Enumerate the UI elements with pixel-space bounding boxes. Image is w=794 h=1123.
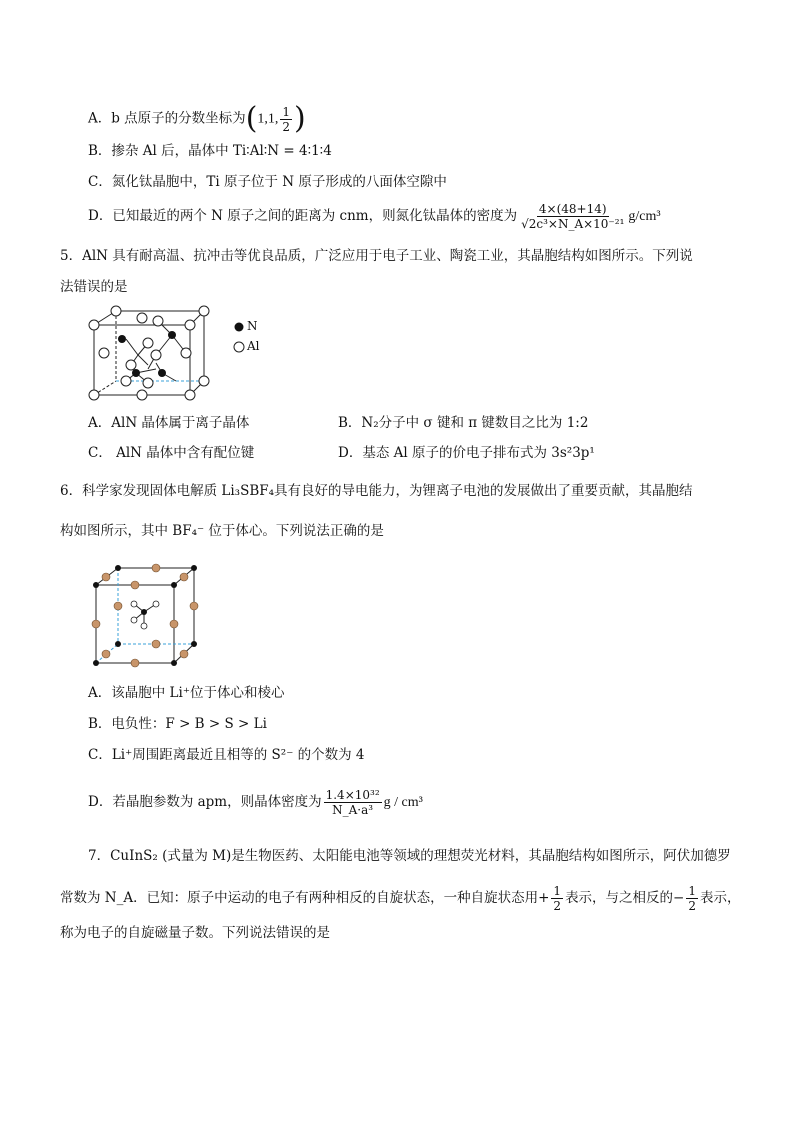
- q4-option-d-frac: $\frac{4\times(48+14)}{\text{√2c³×N\_A×10⁻²¹}}$: [521, 202, 625, 231]
- q6-option-c: C．Li⁺周围距离最近且相等的 S²⁻ 的个数为 4: [88, 747, 365, 763]
- q7-half-frac-1: $\frac{1}{2}$: [553, 884, 562, 913]
- q6-option-a: A．该晶胞中 Li⁺位于体心和棱心: [88, 685, 285, 701]
- q5-option-c: C． AlN 晶体中含有配位键: [88, 445, 255, 461]
- q6-option-d-frac: $\frac{\text{1.4×10³²}}{\text{N\_A·a³}}$: [325, 788, 380, 817]
- q7-stem-line2-c: 表示，: [700, 890, 741, 906]
- q5-option-d: D．基态 Al 原子的价电子排布式为 3s²3p¹: [338, 445, 595, 461]
- q5-option-b: B．N₂分子中 σ 键和 π 键数目之比为 1:2: [338, 415, 589, 431]
- q4-option-a-coord: 1,1,: [257, 111, 279, 127]
- q6-option-d-unit: g / cm³: [383, 795, 423, 810]
- q7-stem-line2-b: 表示，与之相反的−: [565, 890, 685, 906]
- q4-option-a-frac: $\frac{1}{2}$: [282, 104, 291, 134]
- q4-option-a: [88, 101, 306, 136]
- q5-stem-line2: 法错误的是: [60, 279, 128, 295]
- q4-option-d: [88, 202, 661, 231]
- q7-stem-line3: 称为电子的自旋磁量子数。下列说法错误的是: [60, 925, 330, 941]
- right-paren: ): [294, 101, 306, 136]
- left-paren: (: [245, 101, 258, 136]
- q7-half-frac-2: $\frac{1}{2}$: [688, 884, 697, 913]
- q7-stem-line2-a: 常数为 N_A．已知：原子中运动的电子有两种相反的自旋状态，一种自旋状态用+: [60, 890, 550, 906]
- q6-stem-line2: 构如图所示，其中 BF₄⁻ 位于体心。下列说法正确的是: [60, 523, 384, 539]
- q7-stem-line2: [60, 884, 741, 913]
- q5-option-a: A．AlN 晶体属于离子晶体: [88, 415, 250, 431]
- legend-al-label: Al: [247, 339, 260, 353]
- q6-stem-line1: 6．科学家发现固体电解质 Li₃SBF₄具有良好的导电能力，为锂离子电池的发展做出了重要贡献，其晶胞结: [60, 483, 693, 499]
- q5-stem-line1: 5．AlN 具有耐高温、抗冲击等优良品质，广泛应用于电子工业、陶瓷工业，其晶胞结构如图所示。下列说: [60, 248, 693, 264]
- q4-option-d-unit: g/cm³: [628, 209, 661, 224]
- q6-option-d-text: D．若晶胞参数为 apm，则晶体密度为: [88, 794, 322, 810]
- q6-option-b: B．电负性：F > B > S > Li: [88, 716, 267, 732]
- q4-option-c: C．氮化钛晶胞中，Ti 原子位于 N 原子形成的八面体空隙中: [88, 174, 447, 190]
- q4-option-a-text: A．b 点原子的分数坐标为: [88, 110, 246, 127]
- legend-n-label: N: [247, 319, 258, 333]
- q4-option-d-text: D．已知最近的两个 N 原子之间的距离为 cnm，则氮化钛晶体的密度为: [88, 208, 518, 224]
- li3sbf4-crystal-figure: [88, 560, 208, 670]
- q6-option-d: [88, 788, 423, 817]
- q7-stem-line1: 7．CuInS₂ (式量为 M)是生物医药、太阳能电池等领域的理想荧光材料，其晶胞结构如图所示，阿伏加德罗: [88, 848, 731, 864]
- q4-option-b: B．掺杂 Al 后，晶体中 Ti∶Al∶N = 4∶1∶4: [88, 143, 332, 159]
